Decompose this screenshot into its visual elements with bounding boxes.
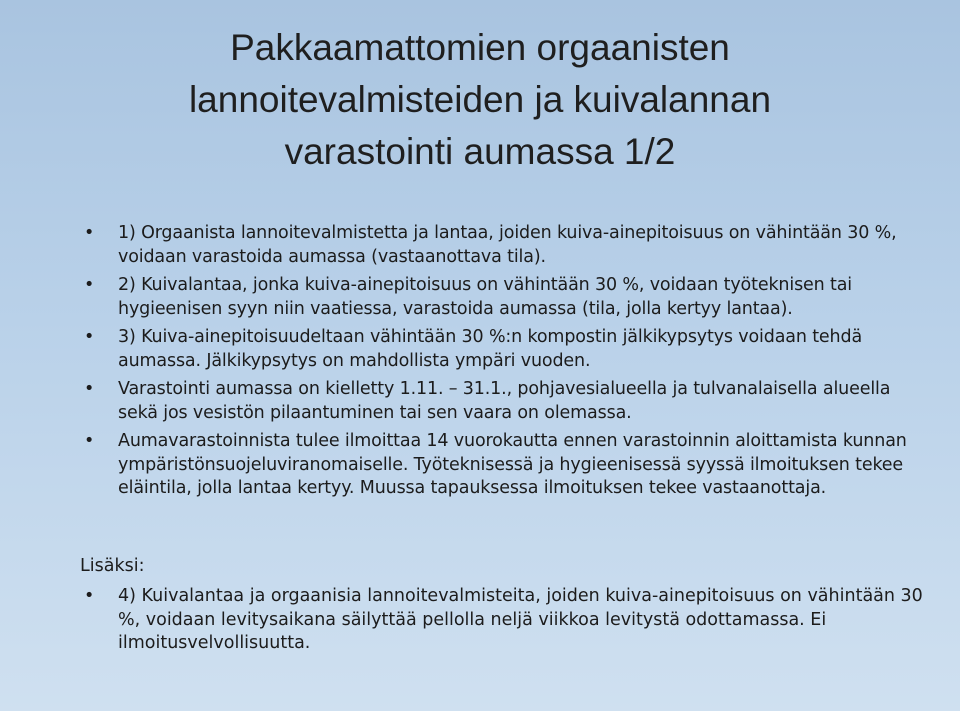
title-line-1: Pakkaamattomien orgaanisten (230, 27, 730, 68)
title-line-3: varastointi aumassa 1/2 (284, 131, 676, 172)
bullet-icon: • (84, 275, 95, 295)
list-item (80, 222, 930, 269)
bullet-icon: • (84, 379, 95, 399)
lisaksi-label: Lisäksi: (80, 556, 145, 576)
bullet-text: Varastointi aumassa on kielletty 1.11. – 31.1., pohjavesialueella ja tulvanalaisella alueella sekä jos vesistön pilaantuminen tai sen vaara on olemassa. (118, 379, 891, 423)
bullet-text: 1) Orgaanista lannoitevalmistetta ja lantaa, joiden kuiva-ainepitoisuus on vähintään 30 %, voidaan varastoida aumassa (vastaanottava tila). (118, 223, 897, 267)
bullet-text: Aumavarastoinnista tulee ilmoittaa 14 vuorokautta ennen varastoinnin aloittamista kunnan ympäristönsuojeluviranomaiselle. Työteknisessä ja hygieenisessä syyssä ilmoituksen tekee eläintila, jolla lantaa kertyy. Muussa tapauksessa ilmoituksen tekee vastaanottaja. (118, 431, 907, 498)
list-item (80, 430, 930, 501)
extra-bullet-list (80, 585, 930, 661)
title-line-2: lannoitevalmisteiden ja kuivalannan (188, 79, 772, 120)
bullet-icon: • (84, 586, 95, 606)
list-item (80, 585, 930, 656)
slide-title (0, 22, 960, 178)
bullet-text: 4) Kuivalantaa ja orgaanisia lannoitevalmisteita, joiden kuiva-ainepitoisuus on vähintään 30 %, voidaan levitysaikana säilyttää pellolla neljä viikkoa levitystä odottamassa. Ei ilmoitusvelvollisuutta. (118, 586, 923, 653)
bullet-text: 2) Kuivalantaa, jonka kuiva-ainepitoisuus on vähintään 30 %, voidaan työteknisen tai hygieenisen syyn niin vaatiessa, varastoida aumassa (tila, jolla kertyy lantaa). (118, 275, 853, 319)
bullet-icon: • (84, 327, 95, 347)
list-item (80, 274, 930, 321)
list-item (80, 326, 930, 373)
list-item (80, 378, 930, 425)
bullet-icon: • (84, 223, 95, 243)
bullet-icon: • (84, 431, 95, 451)
bullet-text: 3) Kuiva-ainepitoisuudeltaan vähintään 30 %:n kompostin jälkikypsytys voidaan tehdä aumassa. Jälkikypsytys on mahdollista ympäri vuoden. (118, 327, 863, 371)
bullet-list (80, 222, 930, 506)
